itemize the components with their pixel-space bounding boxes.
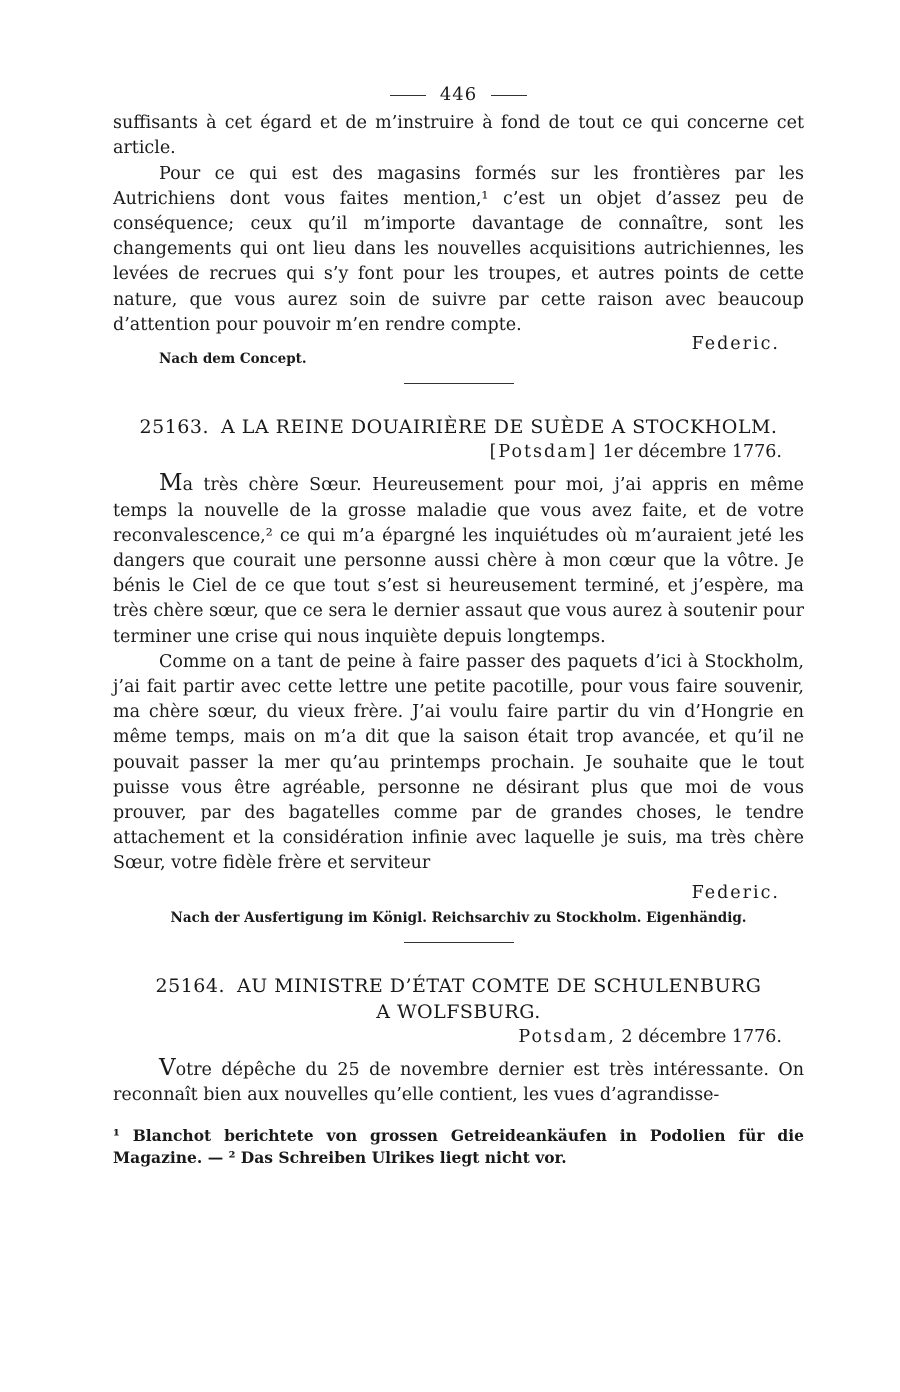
section-divider-2 <box>404 942 514 943</box>
letter-25163-source-note: Nach der Ausfertigung im Königl. Reichsarchiv zu Stockholm. Eigenhändig. <box>170 909 747 926</box>
letter-25163-dateline <box>113 440 804 465</box>
letter-25164-date: 2 décembre 1776. <box>621 1026 782 1047</box>
letter-25163-title: A LA REINE DOUAIRIÈRE DE SUÈDE A STOCKHOLM. <box>221 416 778 439</box>
page-number-dash-left <box>390 95 426 96</box>
letter-25164-number: 25164. <box>155 974 226 997</box>
letter-25163-place: [Potsdam] <box>489 442 598 463</box>
page-number-line <box>113 82 804 107</box>
footnotes: ¹ Blanchot berichtete von grossen Getreideankäufen in Podolien für die Magazine. — ² Das Schreiben Ulrikes liegt nicht vor. <box>113 1125 804 1167</box>
letter-25163-paragraph-2: Comme on a tant de peine à faire passer des paquets d’ici à Stockholm, j’ai fait partir avec cette lettre une petite pacotille, pour vous faire souvenir, ma chère sœur, du vieux frère. J’ai voulu faire partir du vin d’Hongrie en même temps, mais on m’a dit que la saison était trop avancée, et qu’il ne pouvait passer la mer qu’au printemps prochain. Je souhaite que le tout puisse vous être agréable, personne ne désirant plus que moi de vous prouver, par des bagatelles comme par de grandes choses, le tendre attachement et la considération infinie avec laquelle je suis, ma très chère Sœur, votre fidèle frère et serviteur <box>113 651 804 874</box>
letter-25163-number: 25163. <box>139 416 210 439</box>
letter-25163-paragraph-1-text: a très chère Sœur. Heureusement pour moi, j’ai appris en même temps la nouvelle de la grosse maladie que vous avez faite, et de votre reconvalescence,² ce qui m’a épargné les inquiétudes où m’auraient jeté les dangers que courait une personne aussi chère à mon cœur que la vôtre. Je bénis le Ciel de ce que tout s’est si heureusement terminé, et j’espère, ma très chère sœur, que ce sera le dernier assaut que vous aurez à soutenir pour terminer une crise qui nous inquiète depuis longtemps. <box>113 475 804 647</box>
page-number: 446 <box>439 84 478 105</box>
document-page <box>113 82 804 1169</box>
letter-25164-heading <box>113 973 804 999</box>
letter-25164-dropcap: V <box>159 1055 176 1082</box>
letter-25164-dateline <box>113 1025 804 1050</box>
letter-25164-heading-line-2: A WOLFSBURG. <box>376 1000 541 1023</box>
continuation-paragraph-2: Pour ce qui est des magasins formés sur les frontières par les Autrichiens dont vous faites mention,¹ c’est un objet d’assez peu de conséquence; ceux qu’il m’importe davantage de connaître, sont les changements qui ont lieu dans les nouvelles acquisitions autrichiennes, les levées de recrues qui s’y font pour les troupes, et autres points de cette nature, que vous aurez soin de suivre par cette raison avec beaucoup d’attention pour pouvoir m’en rendre compte. <box>113 163 804 335</box>
letter-25164-place: Potsdam, <box>518 1026 616 1047</box>
letter-25164-paragraph-1 <box>113 1056 804 1108</box>
letter-25163-heading <box>113 414 804 440</box>
continuation-paragraph-1: suffisants à cet égard et de m’instruire à fond de tout ce qui concerne cet article. <box>113 113 804 159</box>
section-divider <box>404 383 514 384</box>
letter-25164-title-line-1: AU MINISTRE D’ÉTAT COMTE DE SCHULENBURG <box>237 974 762 997</box>
continuation-signature: Federic. <box>691 334 780 355</box>
letter-25163-date: 1er décembre 1776. <box>602 442 782 463</box>
page-number-dash-right <box>491 95 527 96</box>
continuation-source-note: Nach dem Concept. <box>159 351 307 368</box>
letter-25163-signature: Federic. <box>691 882 780 903</box>
letter-25164-paragraph-1-text: otre dépêche du 25 de novembre dernier est très intéressante. On reconnaît bien aux nouvelles qu’elle contient, les vues d’agrandisse- <box>113 1060 804 1106</box>
letter-25163-paragraph-1 <box>113 471 804 649</box>
letter-25163-dropcap: M <box>159 470 183 497</box>
